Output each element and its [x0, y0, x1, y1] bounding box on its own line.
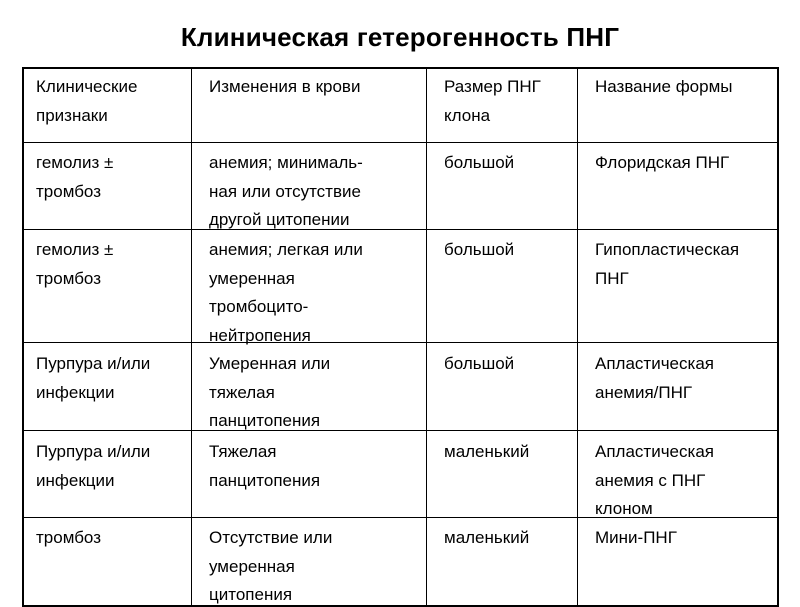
- row5-signs: тромбоз: [36, 528, 101, 547]
- row3-blood: Умеренная или тяжелая панцитопения: [209, 354, 331, 430]
- row4-form: Апластическая анемия с ПНГ клоном: [595, 442, 714, 518]
- header-form-name: Название формы: [595, 77, 733, 96]
- row1-form: Флоридская ПНГ: [595, 153, 730, 172]
- header-clinical-signs: Клинические признаки: [36, 77, 138, 125]
- row5-size: маленький: [444, 528, 530, 547]
- column-divider: [577, 69, 578, 605]
- row4-blood: Тяжелая панцитопения: [209, 442, 321, 490]
- pnh-table: [22, 67, 779, 607]
- page-title: Клиническая гетерогенность ПНГ: [180, 22, 620, 52]
- row-divider: [24, 142, 777, 143]
- row-divider: [24, 430, 777, 431]
- header-clone-size: Размер ПНГ клона: [444, 77, 541, 125]
- row4-size: маленький: [444, 442, 530, 461]
- column-divider: [191, 69, 192, 605]
- row5-form: Мини-ПНГ: [595, 528, 677, 547]
- row5-blood: Отсутствие или умеренная цитопения: [209, 528, 333, 604]
- row1-blood: анемия; минималь- ная или отсутствие другой цитопении: [209, 153, 363, 229]
- header-blood-changes: Изменения в крови: [209, 77, 361, 96]
- row-divider: [24, 342, 777, 343]
- row2-blood: анемия; легкая или умеренная тромбоцито- нейтропения: [209, 240, 363, 345]
- column-divider: [426, 69, 427, 605]
- row1-signs: гемолиз ± тромбоз: [36, 153, 114, 201]
- row1-size: большой: [444, 153, 515, 172]
- row2-form: Гипопластическая ПНГ: [595, 240, 740, 288]
- row3-signs: Пурпура и/или инфекции: [36, 354, 151, 402]
- row3-size: большой: [444, 354, 515, 373]
- row2-size: большой: [444, 240, 515, 259]
- row4-signs: Пурпура и/или инфекции: [36, 442, 151, 490]
- row2-signs: гемолиз ± тромбоз: [36, 240, 114, 288]
- row3-form: Апластическая анемия/ПНГ: [595, 354, 714, 402]
- row-divider: [24, 229, 777, 230]
